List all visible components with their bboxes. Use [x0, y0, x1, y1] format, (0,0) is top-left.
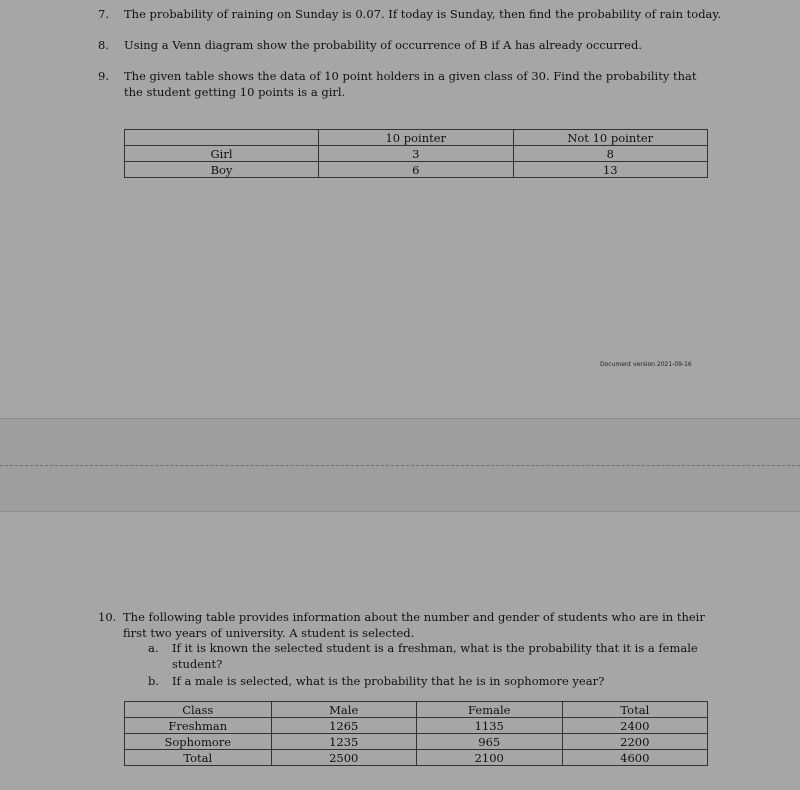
table-cell: 1235: [271, 734, 416, 750]
row-label: Sophomore: [125, 734, 272, 750]
row-label: Boy: [125, 162, 319, 178]
table-cell: 4600: [562, 750, 707, 766]
page-gap: [0, 418, 800, 512]
table-row: [125, 162, 708, 178]
question-text: Using a Venn diagram show the probability of occurrence of B if A has already occurred.: [124, 38, 642, 52]
table-row: [125, 750, 708, 766]
page-break-line: [0, 465, 800, 466]
header-cell: Male: [271, 702, 416, 718]
table-cell: 2400: [562, 718, 707, 734]
header-cell: Not 10 pointer: [513, 130, 708, 146]
table-10-pointers: [124, 129, 708, 178]
subpart-label: b.: [148, 674, 160, 688]
subpart-text: If a male is selected, what is the probability that he is in sophomore year?: [172, 674, 605, 688]
header-cell: Female: [416, 702, 562, 718]
question-text: The following table provides information about the number and gender of students who are in their first two years of university. A student is selected.: [123, 610, 705, 640]
row-label: Freshman: [125, 718, 272, 734]
table-row: [125, 718, 708, 734]
row-label: Girl: [125, 146, 319, 162]
question-number: 7.: [98, 7, 109, 21]
table-cell: 2100: [416, 750, 562, 766]
table-header-row: [125, 702, 708, 718]
subpart-text: If it is known the selected student is a freshman, what is the probability that it is a female student?: [172, 641, 698, 671]
table-cell: 13: [513, 162, 708, 178]
header-cell: 10 pointer: [319, 130, 513, 146]
document-page-2: [0, 512, 800, 790]
table-header-row: [125, 130, 708, 146]
header-cell: Total: [562, 702, 707, 718]
table-cell: 1135: [416, 718, 562, 734]
subpart-label: a.: [148, 641, 159, 655]
row-label: Total: [125, 750, 272, 766]
header-cell: Class: [125, 702, 272, 718]
table-cell: 2200: [562, 734, 707, 750]
document-version: Document version 2021-09-16: [600, 361, 692, 368]
question-number: 9.: [98, 69, 109, 83]
table-cell: 6: [319, 162, 513, 178]
table-row: [125, 734, 708, 750]
table-cell: 2500: [271, 750, 416, 766]
table-cell: 3: [319, 146, 513, 162]
table-cell: 965: [416, 734, 562, 750]
table-cell: 8: [513, 146, 708, 162]
question-text: The probability of raining on Sunday is 0.07. If today is Sunday, then find the probability of rain today.: [124, 7, 722, 21]
question-number: 8.: [98, 38, 109, 52]
header-cell: [125, 130, 319, 146]
table-cell: 1265: [271, 718, 416, 734]
question-number: 10.: [98, 610, 117, 624]
table-students-by-class: [124, 701, 708, 766]
question-text: The given table shows the data of 10 point holders in a given class of 30. Find the probability that the student getting 10 points is a girl.: [124, 69, 697, 99]
table-row: [125, 146, 708, 162]
